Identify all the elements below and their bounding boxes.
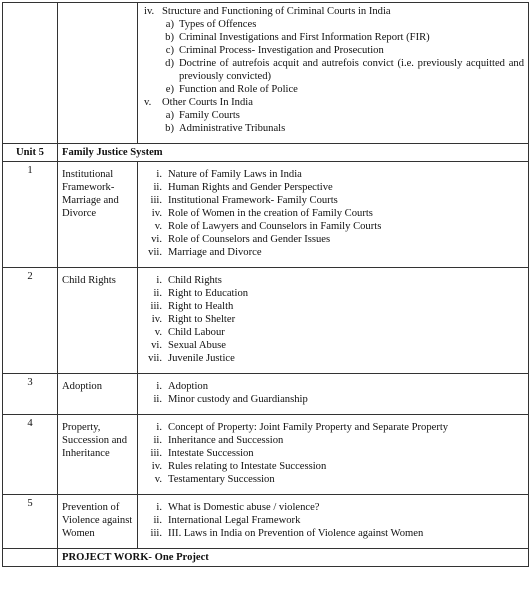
unit-header-row: [3, 144, 529, 162]
topic-title: Property, Succession and Inheritance: [58, 415, 138, 495]
item-marker: c): [165, 45, 174, 56]
sub-list: [142, 18, 524, 96]
list-item: [142, 434, 524, 447]
list-item: [142, 473, 524, 486]
topic-row: [3, 415, 529, 495]
item-marker: a): [165, 19, 174, 30]
sub-item: [142, 18, 524, 31]
roman-heading: v. Other Courts In India: [144, 97, 253, 108]
empty-cell: [3, 549, 58, 567]
item-text: Role of Counselors and Gender Issues: [168, 234, 331, 245]
item-text: What is Domestic abuse / violence?: [168, 502, 320, 513]
list-item: [142, 313, 524, 326]
item-numeral: iv.: [151, 208, 162, 219]
list-item: [142, 501, 524, 514]
list-item: [142, 380, 524, 393]
list-item: [142, 246, 524, 259]
item-numeral: iii.: [150, 195, 162, 206]
item-text: Sexual Abuse: [168, 340, 226, 351]
item-text: III. Laws in India on Prevention of Violence against Women: [168, 528, 424, 539]
item-marker: e): [165, 84, 174, 95]
topic-row: [3, 162, 529, 268]
sub-item: [142, 83, 524, 96]
item-text: Institutional Framework- Family Courts: [168, 195, 338, 206]
topic-row: [3, 495, 529, 549]
list-item: [142, 447, 524, 460]
topic-items: [138, 162, 529, 268]
item-numeral: iii.: [150, 448, 162, 459]
item-text: Child Rights: [168, 275, 222, 286]
topic-title: Child Rights: [58, 268, 138, 374]
item-text: Human Rights and Gender Perspective: [168, 182, 333, 193]
topic-title: Adoption: [58, 374, 138, 415]
sub-item: [142, 122, 524, 135]
item-text: Doctrine of autrefois acquit and autrefois convict (i.e. previously acquitted and previously convicted): [179, 58, 524, 82]
item-text: Testamentary Succession: [168, 474, 275, 485]
item-text: Rules relating to Intestate Succession: [168, 461, 327, 472]
item-numeral: vi.: [151, 340, 162, 351]
item-numeral: v.: [154, 221, 162, 232]
item-numeral: v.: [154, 474, 162, 485]
item-text: Criminal Process- Investigation and Prosecution: [179, 45, 384, 56]
item-text: Role of Women in the creation of Family Courts: [168, 208, 373, 219]
list-item: [142, 352, 524, 365]
item-text: Minor custody and Guardianship: [168, 394, 308, 405]
list-item: [142, 207, 524, 220]
continuation-row: [3, 3, 529, 144]
item-text: Intestate Succession: [168, 448, 254, 459]
item-text: Juvenile Justice: [168, 353, 235, 364]
topic-number: 1: [3, 162, 58, 268]
item-text: Adoption: [168, 381, 209, 392]
list-item: [142, 194, 524, 207]
item-numeral: vi.: [151, 234, 162, 245]
list-item: [142, 233, 524, 246]
sub-item: [142, 57, 524, 83]
item-text: International Legal Framework: [168, 515, 301, 526]
list-item: [142, 326, 524, 339]
item-numeral: iv.: [151, 314, 162, 325]
item-text: Right to Education: [168, 288, 249, 299]
item-marker: b): [165, 32, 174, 43]
empty-cell: [3, 3, 58, 144]
item-text: Types of Offences: [179, 19, 257, 30]
list-item: [142, 274, 524, 287]
item-numeral: v.: [154, 327, 162, 338]
unit-number: Unit 5: [3, 144, 58, 162]
list-item: [142, 393, 524, 406]
item-text: Role of Lawyers and Counselors in Family Courts: [168, 221, 382, 232]
item-text: Right to Shelter: [168, 314, 236, 325]
item-marker: b): [165, 123, 174, 134]
item-numeral: i.: [156, 422, 162, 433]
item-numeral: i.: [156, 381, 162, 392]
item-numeral: ii.: [153, 435, 162, 446]
list-item: [142, 527, 524, 540]
item-numeral: ii.: [153, 288, 162, 299]
sub-item: [142, 31, 524, 44]
item-numeral: iv.: [151, 461, 162, 472]
item-numeral: i.: [156, 169, 162, 180]
project-work-label: PROJECT WORK- One Project: [58, 549, 529, 567]
topic-title: Institutional Framework- Marriage and Divorce: [58, 162, 138, 268]
list-item: [142, 220, 524, 233]
criminal-courts-block: [138, 3, 529, 144]
list-item: [142, 460, 524, 473]
topic-title: Prevention of Violence against Women: [58, 495, 138, 549]
unit-title: Family Justice System: [58, 144, 529, 162]
list-item: [142, 421, 524, 434]
topic-number: 5: [3, 495, 58, 549]
topic-number: 4: [3, 415, 58, 495]
item-text: Marriage and Divorce: [168, 247, 262, 258]
item-marker: a): [165, 110, 174, 121]
project-row: [3, 549, 529, 567]
item-numeral: vii.: [148, 353, 162, 364]
topic-items: [138, 374, 529, 415]
item-text: Right to Health: [168, 301, 234, 312]
topic-items: [138, 415, 529, 495]
list-item: [142, 181, 524, 194]
item-text: Inheritance and Succession: [168, 435, 284, 446]
roman-heading: iv. Structure and Functioning of Criminal Courts in India: [144, 6, 391, 17]
list-item: [142, 339, 524, 352]
item-text: Child Labour: [168, 327, 225, 338]
syllabus-table: [2, 2, 529, 567]
empty-cell: [58, 3, 138, 144]
item-text: Administrative Tribunals: [179, 123, 286, 134]
list-item: [142, 514, 524, 527]
item-numeral: iii.: [150, 528, 162, 539]
list-item: [142, 287, 524, 300]
item-text: Criminal Investigations and First Information Report (FIR): [179, 32, 430, 43]
item-text: Concept of Property: Joint Family Property and Separate Property: [168, 422, 449, 433]
item-numeral: i.: [156, 502, 162, 513]
item-numeral: ii.: [153, 394, 162, 405]
item-marker: d): [165, 58, 174, 69]
sub-item: [142, 109, 524, 122]
topic-row: [3, 374, 529, 415]
item-numeral: i.: [156, 275, 162, 286]
item-text: Nature of Family Laws in India: [168, 169, 302, 180]
sub-list: [142, 109, 524, 135]
item-text: Family Courts: [179, 110, 240, 121]
list-item: [142, 168, 524, 181]
item-numeral: ii.: [153, 182, 162, 193]
topic-items: [138, 268, 529, 374]
sub-item: [142, 44, 524, 57]
topic-number: 3: [3, 374, 58, 415]
item-text: Function and Role of Police: [179, 84, 298, 95]
topic-items: [138, 495, 529, 549]
item-numeral: ii.: [153, 515, 162, 526]
item-numeral: iii.: [150, 301, 162, 312]
topic-row: [3, 268, 529, 374]
topic-number: 2: [3, 268, 58, 374]
item-numeral: vii.: [148, 247, 162, 258]
list-item: [142, 300, 524, 313]
